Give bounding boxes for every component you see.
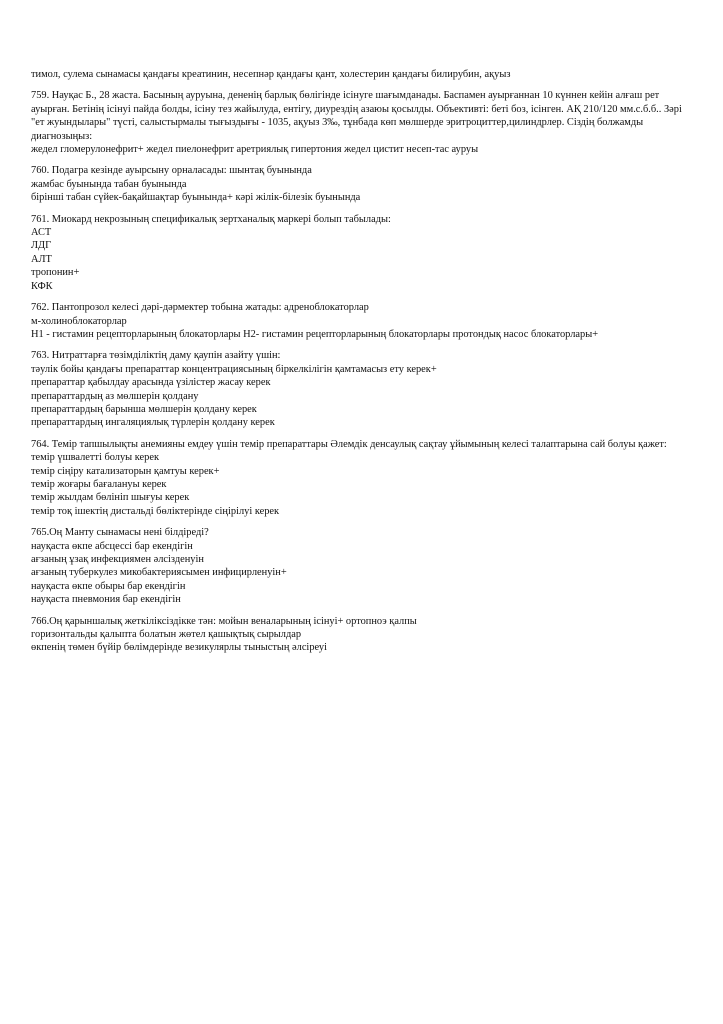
question-text: 760. Подагра кезінде ауырсыну орналасады: шынтақ буынында: [31, 165, 312, 177]
answer-option: АЛТ: [31, 253, 52, 265]
answer-option: тропонин+: [31, 267, 80, 279]
question-760: [31, 164, 693, 204]
answer-option: темір жоғары бағалануы керек: [31, 478, 167, 490]
question-text: 763. Нитраттарға төзімділіктің даму қаупін азайту үшін:: [31, 350, 281, 362]
question-762: [31, 301, 693, 341]
answer-option: өкпенің төмен бүйір бөлімдерінде везикулярлы тыныстың әлсіреуі: [31, 642, 327, 654]
text-line: тимол, сулема сынамасы қандағы креатинин, несепнәр қандағы қант, холестерин қандағы билирубин, ақуыз: [31, 69, 511, 80]
answer-options: жедел гломерулонефрит+ жедел пиелонефрит аретриялық гипертония жедел цистит несеп-тас ауруы: [31, 144, 479, 156]
question-text: 759. Науқас Б., 28 жаста. Басының ауруына, дененің барлық бөлігінде ісінуге шағымданады. Баспамен ауырғаннан 10 күннен кейін алғаш рет ауырған. Бетінің ісінуі пайда болды, ісіну тез жайылуда, ентігу, диурездің азаюы қосылды. Объективті: беті боз, ісінген. АҚ 210/120 мм.с.б.б.. Зәрі "ет жуындылары" түсті, салыстырмалы тығыздығы - 1035, ақуыз 3‰, тұнбада көп мөлшерде эритроциттер,цилиндрлер. Сіздің болжамды диагнозыңыз:: [31, 90, 682, 142]
question-763: [31, 349, 693, 429]
answer-option: бірінші табан сүйек-бақайшақтар буынында+ кәрі жілік-білезік буынында: [31, 192, 361, 204]
answer-option: темір үшвалетті болуы керек: [31, 452, 160, 464]
question-text: 764. Темір тапшылықты анемияны емдеу үшін темір препараттары Әлемдік денсаулық сақтау ұйымының келесі талаптарына сай болуы қажет:: [31, 438, 667, 450]
answer-option: тәулік бойы қандағы препараттар концентрациясының біркелкілігін қамтамасыз ету керек+: [31, 363, 437, 375]
question-761: [31, 213, 693, 293]
question-759: [31, 89, 693, 156]
answer-option: науқаста өкпе обыры бар екендігін: [31, 580, 186, 592]
question-766: [31, 615, 693, 655]
question-765: [31, 526, 693, 606]
document-page: [31, 68, 693, 655]
answer-option: ЛДГ: [31, 240, 52, 252]
answer-option: препараттардың аз мөлшерін қолдану: [31, 390, 199, 402]
answer-option: науқаста пневмония бар екендігін: [31, 594, 181, 606]
answer-option: ағзаның ұзақ инфекциямен әлсізденуін: [31, 554, 204, 565]
question-text: 761. Миокард некрозының спецификалық зертханалық маркері болып табылады:: [31, 213, 391, 225]
answer-option: препараттар қабылдау арасында үзілістер жасау керек: [31, 377, 271, 389]
answer-option: науқаста өкпе абсцессі бар екендігін: [31, 540, 193, 552]
answer-option: ағзаның туберкулез микобактериясымен инфицирленуін+: [31, 567, 287, 579]
answer-option: КФК: [31, 280, 53, 292]
answer-option: темір сіңіру катализаторын қамтуы керек+: [31, 465, 220, 477]
answer-option: горизонтальды қалыпта болатын жөтел қашықтық сырылдар: [31, 629, 302, 641]
question-text: 762. Пантопрозол келесі дәрі-дәрмектер тобына жатады: адреноблокаторлар: [31, 302, 369, 314]
question-764: [31, 438, 693, 518]
answer-option: темір тоқ ішектің дистальді бөліктерінде сіңірілуі керек: [31, 505, 280, 517]
answer-option: препараттардың ингаляциялық түрлерін қолдану керек: [31, 417, 275, 429]
question-text: 765.Оң Манту сынамасы нені білдіреді?: [31, 527, 209, 539]
answer-option: темір жылдам бөлініп шығуы керек: [31, 492, 190, 504]
answer-option: АСТ: [31, 227, 52, 239]
answer-option: Н1 - гистамин рецепторларының блокаторлары Н2- гистамин рецепторларының блокаторлары протондық насос блокаторлары+: [31, 328, 599, 340]
answer-option: жамбас буынында табан буынында: [31, 178, 187, 190]
answer-option: м-холиноблокаторлар: [31, 315, 127, 327]
text-block-intro: [31, 68, 693, 81]
answer-option: препараттардың барынша мөлшерін қолдану керек: [31, 403, 257, 415]
question-text: 766.Оң қарыншалық жеткіліксіздікке тән: мойын веналарының ісінуі+ ортопноэ қалпы: [31, 615, 417, 627]
